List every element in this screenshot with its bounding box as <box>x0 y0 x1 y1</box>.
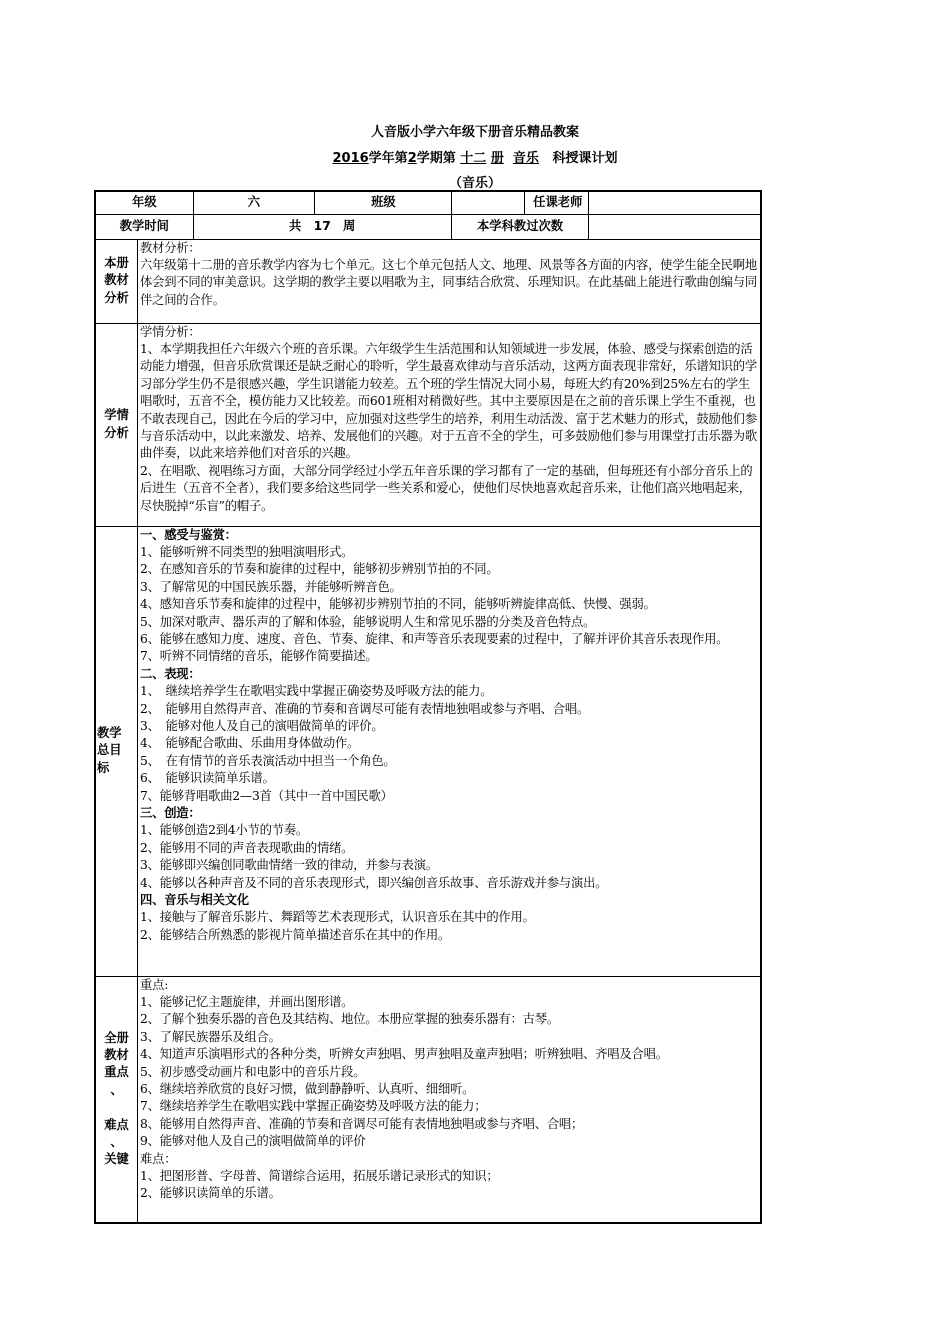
students-row <box>95 323 761 526</box>
plan-table <box>94 190 762 1224</box>
grade-value: 六 <box>193 191 314 214</box>
textbook-label: 本册 教材 分析 <box>95 239 138 323</box>
class-label: 班级 <box>315 191 452 214</box>
plan-year: 2016 <box>332 151 369 166</box>
plan-year-suffix: 学年第 <box>368 151 408 166</box>
teacher-value <box>589 191 761 214</box>
plan-line <box>0 147 950 166</box>
keypoints-row <box>95 976 761 1223</box>
goals-content: 一、感受与鉴赏： 1、能够听辨不同类型的独唱演唱形式。 2、在感知音乐的节奏和旋律的过程中，能够初步辨别节拍的不同。 3、了解常见的中国民族乐器，并能够听辨音色。 4、感知音乐节奏和旋律的过程中，能够初步辨别节拍的不同，能够听辨旋律高低、快慢、强弱。 5、加深对歌声、器乐声的了解和体验，能够说明人生和常见乐器的分类及音色特点。 6、能够在感知力度、速度、音色、节奏、旋律、和声等音乐表现要素的过程中，了解并评价其音乐表现作用。 7、听辨不同情绪的音乐，能够作简要描述。 二、表现： 1、 继续培养学生在歌唱实践中掌握正确姿势及呼吸方法的能力。 2、 能够用自然得声音、准确的节奏和音调尽可能有表情地独唱或参与齐唱、合唱。 3、 能够对他人及自己的演唱做简单的评价。 4、 能够配合歌曲、乐曲用身体做动作。 5、 在有情节的音乐表演活动中担当一个角色。 6、 能够识读简单乐谱。 7、能够背唱歌曲2—3首（其中一首中国民歌） 三、创造： 1、能够创造2到4小节的节奏。 2、能够用不同的声音表现歌曲的情绪。 3、能够即兴编创同歌曲情绪一致的律动，并参与表演。 4、能够以各种声音及不同的音乐表现形式，即兴编创音乐故事、音乐游戏并参与演出。 四、音乐与相关文化 1、接触与了解音乐影片、舞蹈等艺术表现形式，认识音乐在其中的作用。 2、能够结合所熟悉的影视片简单描述音乐在其中的作用。 <box>138 526 762 976</box>
passes-value <box>589 214 761 239</box>
class-value <box>451 191 524 214</box>
document-title: 人音版小学六年级下册音乐精品教案 <box>370 125 579 140</box>
keypoints-label: 全册 教材 重点 、 难点 、 关键 <box>95 976 138 1223</box>
plan-volume: 十二 <box>460 151 487 166</box>
plan-term-suffix: 学期第 <box>416 151 456 166</box>
plan-suffix: 科授课计划 <box>552 151 618 166</box>
plan-term: 2 <box>407 151 417 166</box>
students-label: 学情 分析 <box>95 323 138 526</box>
time-label: 教学时间 <box>95 214 193 239</box>
textbook-row <box>95 239 761 323</box>
students-content: 学情分析： 1、本学期我担任六年级六个班的音乐课。六年级学生生活范围和认知领域进一步发展，体验、感受与探索创造的活动能力增强，但音乐欣赏课还是缺乏耐心的聆听，学生最喜欢律动与音乐活动，这两方面表现非常好，乐谱知识的学习部分学生仍不是很感兴趣，学生识谱能力较差。五个班的学生情况大同小易，每班大约有20%到25%左右的学生唱歌时，五音不全，模仿能力又比较差。而601班相对稍微好些。其中主要原因是在之前的音乐课上学生不重视，也不敢表现自己，因此在今后的学习中，应加强对这些学生的培养，利用生动活泼、富于艺术魅力的形式，鼓励他们参与音乐活动中，以此来激发、培养、发展他们的兴趣。对于五音不全的学生，可多鼓励他们参与用课堂打击乐器为歌曲伴奏，以此来培养他们对音乐的兴趣。 2、在唱歌、视唱练习方面，大部分同学经过小学五年音乐课的学习都有了一定的基础，但每班还有小部分音乐上的后进生（五音不全者），我们要多给这些同学一些关系和爱心，使他们尽快地喜欢起音乐来，让他们高兴地唱起来，尽快脱掉“乐盲”的帽子。 <box>138 323 762 526</box>
header-row-2 <box>95 214 761 239</box>
grade-label: 年级 <box>95 191 193 214</box>
keypoints-content: 重点: 1、能够记忆主题旋律，并画出图形谱。 2、了解个独奏乐器的音色及其结构、地位。本册应掌握的独奏乐器有：古琴。 3、了解民族器乐及组合。 4、知道声乐演唱形式的各种分类，听辨女声独唱、男声独唱及童声独唱；听辨独唱、齐唱及合唱。 5、初步感受动画片和电影中的音乐片段。 6、继续培养欣赏的良好习惯，做到静静听、认真听、细细听。 7、继续培养学生在歌唱实践中掌握正确姿势及呼吸方法的能力； 8、能够用自然得声音、准确的节奏和音调尽可能有表情地独唱或参与齐唱、合唱； 9、能够对他人及自己的演唱做简单的评价 难点： 1、把图形普、字母普、简谱综合运用，拓展乐谱记录形式的知识； 2、能够识读简单的乐谱。 <box>138 976 762 1223</box>
passes-label: 本学科教过次数 <box>451 214 589 239</box>
goals-label: 教学 总目 标 <box>95 526 138 976</box>
document-subtitle: （音乐） <box>448 176 501 191</box>
header-row-1 <box>95 191 761 214</box>
plan-volume-suffix: 册 <box>490 151 504 166</box>
textbook-content: 教材分析： 六年级第十二册的音乐教学内容为七个单元。这七个单元包括人文、地理、风景等各方面的内容，使学生能全民啊地体会到不同的审美意识。这学期的教学主要以唱歌为主，同事结合欣赏、乐理知识。在此基础上能进行歌曲创编与同伴之间的合作。 <box>138 239 762 323</box>
teacher-label: 任课老师 <box>524 191 589 214</box>
time-value: 共 17 周 <box>193 214 451 239</box>
goals-row <box>95 526 761 976</box>
plan-subject: 音乐 <box>512 151 539 166</box>
